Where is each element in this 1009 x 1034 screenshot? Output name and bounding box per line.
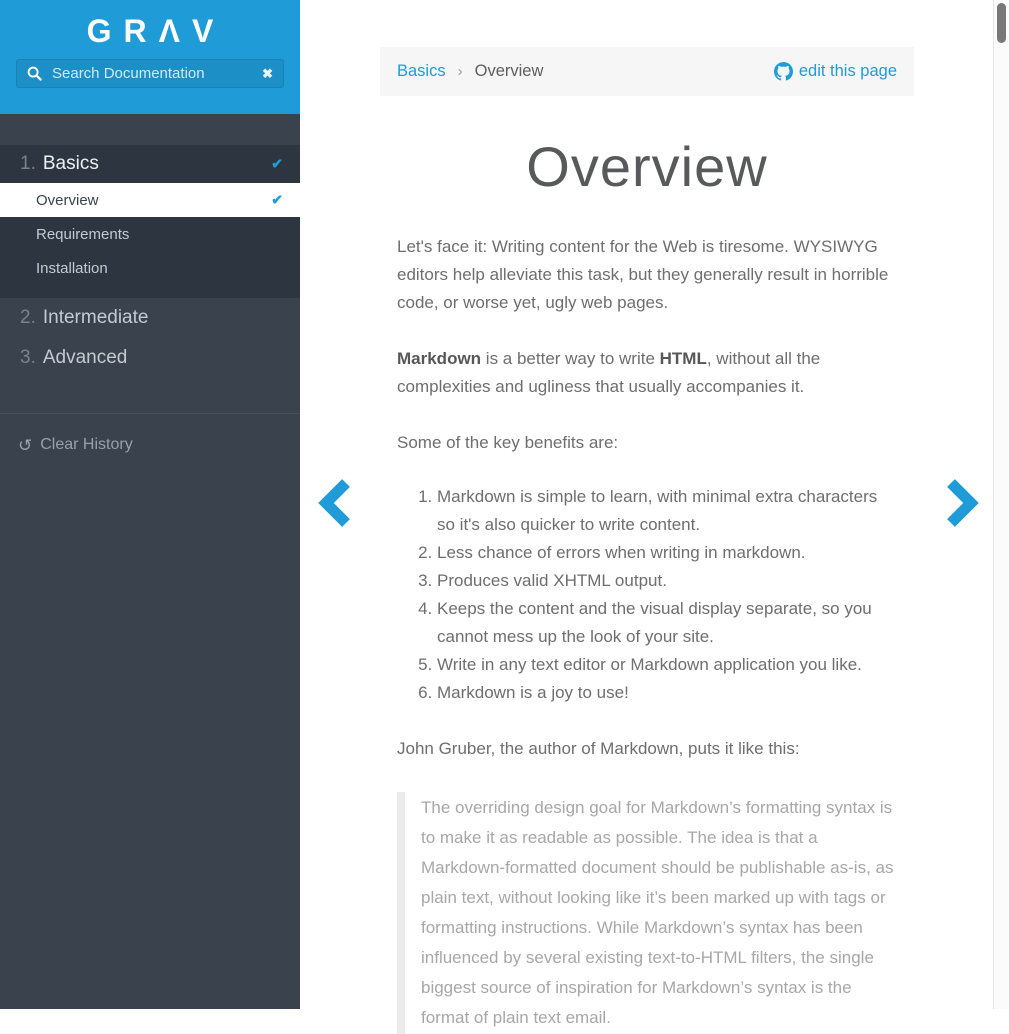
grav-logo[interactable]: GRΛV — [86, 13, 226, 49]
main-content — [300, 0, 1009, 1027]
chapter-basics-block — [0, 145, 300, 298]
sidebar-item-installation[interactable] — [0, 251, 300, 285]
sidebar-item-basics[interactable] — [0, 145, 300, 183]
benefits-list — [397, 483, 897, 707]
scrollbar-thumb[interactable] — [997, 3, 1006, 43]
paragraph-text: , without all the complexities and ugliness that usually accompanies it. — [397, 349, 821, 396]
sub-item-label: Requirements — [36, 225, 130, 243]
search-clear-icon[interactable]: ✖ — [262, 65, 273, 81]
list-item: 6. Markdown is a joy to use! — [437, 679, 897, 707]
sidebar-item-advanced[interactable] — [0, 338, 300, 378]
breadcrumb-link-basics[interactable]: Basics — [397, 62, 446, 80]
search-icon — [27, 66, 42, 81]
sidebar-item-intermediate[interactable] — [0, 298, 300, 338]
sidebar-divider — [0, 413, 300, 414]
github-icon — [774, 62, 793, 81]
check-icon: ✔ — [271, 191, 283, 208]
list-item: 2. Less chance of errors when writing in markdown. — [437, 539, 897, 567]
chapter-label: Advanced — [42, 347, 128, 368]
list-item: 4. Keeps the content and the visual display separate, so you cannot mess up the look of your site. — [437, 595, 897, 651]
nav-spacer — [0, 114, 300, 145]
scrollbar-track[interactable] — [993, 0, 1009, 1009]
paragraph-text: is a better way to write — [481, 349, 660, 368]
sidebar-item-overview[interactable] — [0, 183, 300, 217]
gruber-quote: The overriding design goal for Markdown’s formatting syntax is to make it as readable as possible. The idea is that a Markdown-formatted document should be publishable as-is, as plain text, without looking like it’s been marked up with tags or formatting instructions. While Markdown’s syntax has been influenced by several existing text-to-HTML filters, the single biggest source of inspiration for Markdown’s syntax is the format of plain text email. — [397, 792, 897, 1034]
history-icon: ↺ — [18, 435, 33, 455]
breadcrumb — [380, 47, 914, 96]
list-item: 5. Write in any text editor or Markdown application you like. — [437, 651, 897, 679]
sidebar-header — [0, 0, 300, 114]
check-icon: ✔ — [271, 155, 283, 172]
list-item: 3. Produces valid XHTML output. — [437, 567, 897, 595]
prev-page-button[interactable] — [317, 477, 353, 534]
search-input[interactable] — [50, 64, 262, 83]
article — [380, 96, 914, 1034]
edit-this-page-label: edit this page — [798, 62, 897, 80]
next-page-button[interactable] — [944, 477, 980, 534]
gruber-intro: John Gruber, the author of Markdown, puts it like this: — [397, 739, 800, 758]
page-title: Overview — [526, 135, 768, 198]
sub-item-label: Installation — [36, 259, 108, 277]
breadcrumb-current: Overview — [474, 62, 544, 80]
paragraph-markdown — [397, 345, 897, 401]
search-box[interactable] — [16, 59, 284, 88]
paragraph-intro: Let's face it: Writing content for the Web is tiresome. WYSIWYG editors help alleviate this task, but they generally result in horrible code, or worse yet, ugly web pages. — [397, 237, 889, 312]
benefits-intro: Some of the key benefits are: — [397, 433, 619, 452]
sidebar — [0, 0, 300, 1009]
breadcrumb-trail — [397, 62, 543, 81]
chevron-left-icon — [317, 477, 353, 529]
chapter-label: Intermediate — [42, 307, 149, 328]
chapter-number: 1. — [20, 153, 36, 174]
chapter-number: 3. — [20, 347, 36, 368]
bold-html: HTML — [659, 349, 707, 368]
chapter-label: Basics — [42, 153, 99, 174]
sub-item-label: Overview — [36, 191, 99, 209]
sidebar-item-requirements[interactable] — [0, 217, 300, 251]
chevron-right-icon: › — [457, 63, 463, 80]
list-item: 1. Markdown is simple to learn, with minimal extra characters so it's also quicker to write content. — [437, 483, 897, 539]
sidebar-nav — [0, 114, 300, 378]
chevron-right-icon — [944, 477, 980, 529]
chapter-number: 2. — [20, 307, 36, 328]
clear-history-button[interactable] — [0, 436, 300, 454]
edit-this-page-link[interactable] — [774, 62, 897, 81]
bold-markdown: Markdown — [397, 349, 482, 368]
clear-history-label: Clear History — [40, 436, 133, 453]
